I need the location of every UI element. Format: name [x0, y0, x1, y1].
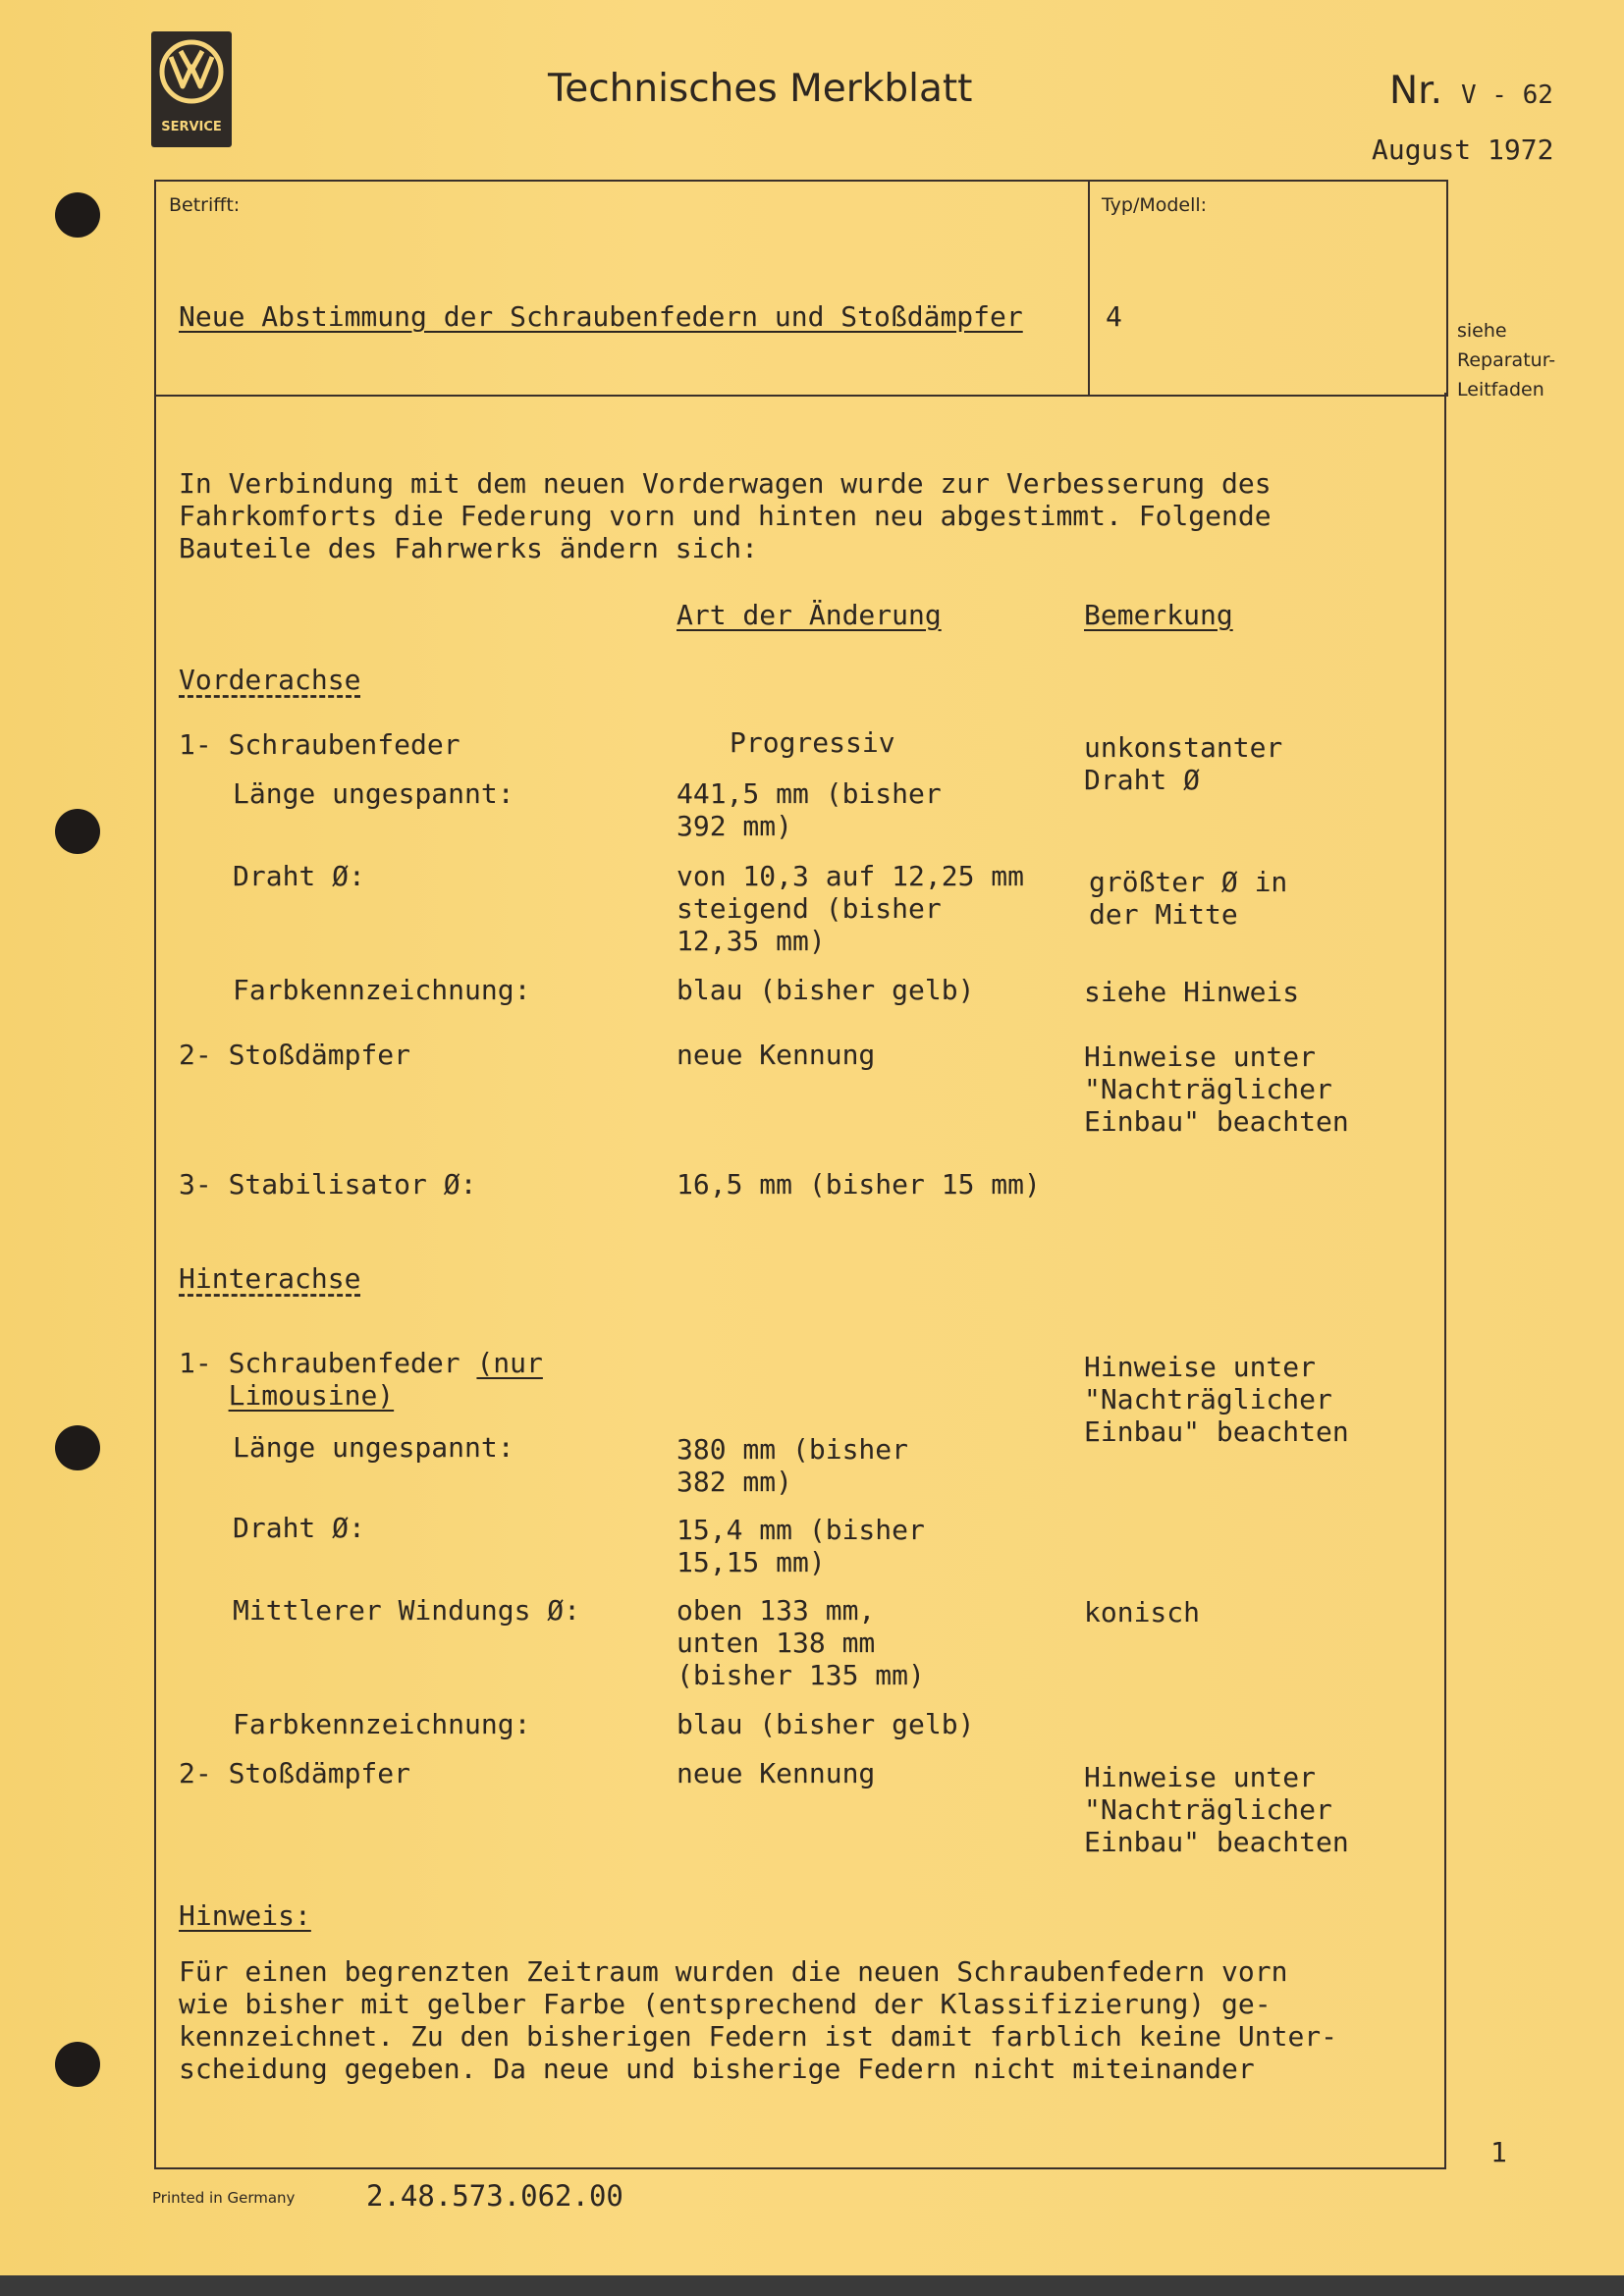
remark-line: "Nachträglicher [1084, 1383, 1332, 1415]
page-title: Technisches Merkblatt [548, 67, 973, 111]
note-paragraph [179, 1955, 1337, 2085]
front-item-spring: 1- Schraubenfeder [179, 728, 460, 761]
printed-in-germany: Printed in Germany [152, 2189, 296, 2207]
remark-line: unkonstanter [1084, 731, 1283, 764]
front-color-label: Farbkennzeichnung: [233, 974, 531, 1006]
rear-color-value: blau (bisher gelb) [677, 1708, 975, 1740]
remark-line: Einbau" beachten [1084, 1105, 1349, 1138]
section-heading-front: Vorderachse [179, 664, 361, 696]
issue-date: August 1972 [1372, 133, 1554, 166]
remark-line: größter Ø in [1089, 866, 1288, 898]
scan-edge [0, 2275, 1624, 2296]
value-line: 12,35 mm) [677, 925, 826, 957]
document-number: 2.48.573.062.00 [366, 2179, 623, 2213]
logo-label: SERVICE [161, 120, 222, 134]
rear-winding-value [677, 1594, 925, 1691]
remark-line: "Nachträglicher [1084, 1073, 1332, 1105]
note-line: scheidung gegeben. Da neue und bisherige Federn nicht miteinander [179, 2053, 1255, 2085]
form-divider [1088, 180, 1090, 395]
rear-shock-change: neue Kennung [677, 1757, 876, 1789]
content-left-border [154, 393, 156, 2169]
front-wire-remark [1089, 866, 1287, 931]
rear-item-spring [179, 1347, 543, 1412]
front-wire-value [677, 860, 1024, 957]
value-line: 15,15 mm) [677, 1546, 826, 1578]
intro-line: Bauteile des Fahrwerks ändern sich: [179, 532, 759, 564]
remark-line: Draht Ø [1084, 764, 1201, 796]
typ-modell-label: Typ/Modell: [1102, 194, 1208, 216]
punch-hole [55, 809, 100, 854]
front-spring-change: Progressiv [730, 726, 895, 759]
side-note-line: Leitfaden [1457, 379, 1544, 400]
note-line: wie bisher mit gelber Farbe (entsprechend der Klassifizierung) ge- [179, 1988, 1272, 2020]
value-line: 392 mm) [677, 810, 793, 842]
rear-length-value [677, 1433, 908, 1498]
subject-text: Neue Abstimmung der Schraubenfedern und Stoßdämpfer [179, 300, 1023, 333]
rear-color-label: Farbkennzeichnung: [233, 1708, 531, 1740]
punch-hole [55, 1425, 100, 1470]
section-heading-rear: Hinterachse [179, 1262, 361, 1295]
side-note-line: Reparatur- [1457, 349, 1556, 371]
number-label: Nr. [1389, 69, 1443, 113]
page-number: 1 [1490, 2136, 1507, 2168]
rear-shock-remark [1084, 1761, 1349, 1858]
front-stabilizer-change: 16,5 mm (bisher 15 mm) [677, 1168, 1041, 1201]
front-spring-remark [1084, 731, 1282, 796]
note-line: kennzeichnet. Zu den bisherigen Federn ist damit farblich keine Unter- [179, 2020, 1338, 2053]
rear-length-label: Länge ungespannt: [233, 1431, 514, 1464]
punch-hole [55, 192, 100, 238]
side-note [1457, 316, 1555, 404]
front-shock-change: neue Kennung [677, 1039, 876, 1071]
value-line: von 10,3 auf 12,25 mm [677, 860, 1025, 892]
front-item-stabilizer: 3- Stabilisator Ø: [179, 1168, 477, 1201]
note-line: Für einen begrenzten Zeitraum wurden die neuen Schraubenfedern vorn [179, 1955, 1288, 1988]
front-shock-remark [1084, 1041, 1349, 1138]
front-length-value [677, 777, 942, 842]
intro-line: Fahrkomforts die Federung vorn und hinten neu abgestimmt. Folgende [179, 500, 1272, 532]
vw-emblem-icon [157, 37, 226, 116]
front-color-value: blau (bisher gelb) [677, 974, 975, 1006]
value-line: oben 133 mm, [677, 1594, 876, 1627]
front-wire-label: Draht Ø: [233, 860, 365, 892]
rear-item-spring-paren: (nur [476, 1347, 543, 1379]
number-value: V - 62 [1461, 80, 1553, 110]
value-line: 380 mm (bisher [677, 1433, 909, 1466]
value-line: unten 138 mm [677, 1627, 876, 1659]
rear-item-spring-line2: Limousine) [228, 1379, 395, 1412]
remark-line: "Nachträglicher [1084, 1793, 1332, 1826]
intro-paragraph [179, 467, 1272, 564]
rear-item-spring-prefix: 1- Schraubenfeder [179, 1347, 477, 1379]
value-line: 382 mm) [677, 1466, 793, 1498]
remark-line: der Mitte [1089, 898, 1238, 931]
front-color-remark: siehe Hinweis [1084, 976, 1300, 1008]
remark-line: Einbau" beachten [1084, 1826, 1349, 1858]
rear-item-shock: 2- Stoßdämpfer [179, 1757, 411, 1789]
remark-line: Hinweise unter [1084, 1351, 1317, 1383]
note-heading: Hinweis: [179, 1899, 311, 1932]
rear-spring-remark [1084, 1351, 1349, 1448]
value-line: steigend (bisher [677, 892, 942, 925]
remark-line: Einbau" beachten [1084, 1415, 1349, 1448]
value-line: 15,4 mm (bisher [677, 1514, 925, 1546]
header-form-box [154, 180, 1448, 397]
typ-value: 4 [1106, 300, 1122, 333]
front-item-shock: 2- Stoßdämpfer [179, 1039, 411, 1071]
rear-wire-value [677, 1514, 925, 1578]
content-bottom-border [154, 2167, 1446, 2169]
punch-hole [55, 2042, 100, 2087]
content-right-border [1444, 393, 1446, 2169]
value-line: 441,5 mm (bisher [677, 777, 942, 810]
column-header-change: Art der Änderung [677, 599, 942, 631]
rear-winding-remark: konisch [1084, 1596, 1201, 1629]
intro-line: In Verbindung mit dem neuen Vorderwagen wurde zur Verbesserung des [179, 467, 1272, 500]
column-header-remark: Bemerkung [1084, 599, 1233, 631]
value-line: (bisher 135 mm) [677, 1659, 925, 1691]
remark-line: Hinweise unter [1084, 1761, 1317, 1793]
rear-winding-label: Mittlerer Windungs Ø: [233, 1594, 581, 1627]
remark-line: Hinweise unter [1084, 1041, 1317, 1073]
rear-wire-label: Draht Ø: [233, 1512, 365, 1544]
vw-service-logo [151, 31, 232, 147]
betrifft-label: Betrifft: [169, 194, 241, 216]
front-length-label: Länge ungespannt: [233, 777, 514, 810]
side-note-line: siehe [1457, 320, 1507, 342]
